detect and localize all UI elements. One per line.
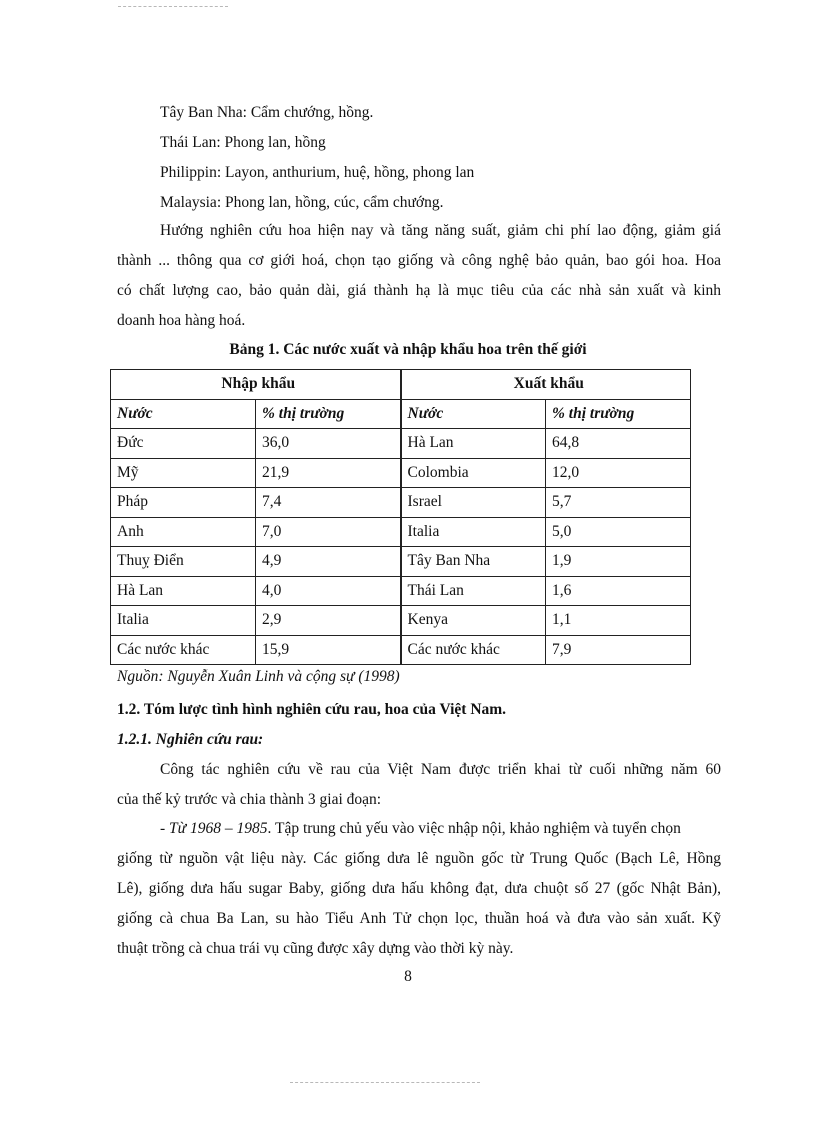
export-country-cell: Kenya (401, 606, 546, 636)
import-country-cell: Thuỵ Điển (111, 547, 256, 577)
export-country-cell: Hà Lan (401, 429, 546, 459)
paragraph-line: Công tác nghiên cứu về rau của Việt Nam được triển khai từ cuối những năm 60 (160, 761, 721, 778)
paragraph-line: Hướng nghiên cứu hoa hiện nay và tăng năng suất, giảm chi phí lao động, giảm giá (160, 222, 721, 239)
table-row (111, 606, 691, 636)
export-country-cell: Italia (401, 517, 546, 547)
import-country-cell: Mỹ (111, 458, 256, 488)
paragraph-line: Lê), giống dưa hấu sugar Baby, giống dưa hấu không đạt, dưa chuột số 27 (gốc Nhật Bản), (117, 880, 721, 897)
export-country-cell: Colombia (401, 458, 546, 488)
import-country-cell: Italia (111, 606, 256, 636)
export-share-header: % thị trường (546, 399, 691, 429)
export-share-cell: 1,6 (546, 576, 691, 606)
table-source: Nguồn: Nguyễn Xuân Linh và cộng sự (1998) (117, 668, 400, 685)
table-row (111, 458, 691, 488)
import-share-cell: 36,0 (256, 429, 401, 459)
table-caption: Bảng 1. Các nước xuất và nhập khẩu hoa trên thế giới (229, 341, 587, 358)
paragraph-line: doanh hoa hàng hoá. (117, 312, 246, 329)
import-share-header: % thị trường (256, 399, 401, 429)
export-country-cell: Israel (401, 488, 546, 518)
subsection-heading: 1.2.1. Nghiên cứu rau: (117, 731, 264, 748)
export-country-cell: Các nước khác (401, 635, 546, 665)
scan-artifact-bottom (290, 1082, 480, 1083)
period-label: - Từ 1968 – 1985 (160, 820, 268, 837)
table-row (111, 547, 691, 577)
import-country-cell: Anh (111, 517, 256, 547)
import-share-cell: 4,0 (256, 576, 401, 606)
export-country-cell: Tây Ban Nha (401, 547, 546, 577)
paragraph-line: thuật trồng cà chua trái vụ cũng được xây dựng vào thời kỳ này. (117, 940, 514, 957)
import-share-cell: 4,9 (256, 547, 401, 577)
import-country-cell: Đức (111, 429, 256, 459)
export-share-cell: 64,8 (546, 429, 691, 459)
import-header: Nhập khẩu (111, 370, 401, 400)
paragraph-line: giống từ nguồn vật liệu này. Các giống dưa lê nguồn gốc từ Trung Quốc (Bạch Lê, Hồng (117, 850, 721, 867)
import-country-header: Nước (111, 399, 256, 429)
export-share-cell: 5,7 (546, 488, 691, 518)
import-share-cell: 21,9 (256, 458, 401, 488)
intro-line: Malaysia: Phong lan, hồng, cúc, cẩm chướng. (160, 194, 444, 211)
intro-line: Philippin: Layon, anthurium, huệ, hồng, phong lan (160, 164, 475, 181)
export-country-header: Nước (401, 399, 546, 429)
export-share-cell: 1,1 (546, 606, 691, 636)
export-share-cell: 12,0 (546, 458, 691, 488)
export-share-cell: 5,0 (546, 517, 691, 547)
scan-artifact-top (118, 6, 228, 7)
paragraph-lead-line (160, 820, 681, 838)
paragraph-line: giống cà chua Ba Lan, su hào Tiểu Anh Tử chọn lọc, thuần hoá và đưa vào sản xuất. Kỹ (117, 910, 721, 927)
table-row (111, 635, 691, 665)
table-row (111, 517, 691, 547)
table-column-header-row (111, 399, 691, 429)
flower-trade-table (110, 369, 691, 665)
export-header: Xuất khẩu (401, 370, 691, 400)
import-share-cell: 2,9 (256, 606, 401, 636)
table-row (111, 429, 691, 459)
table-row (111, 576, 691, 606)
paragraph-line: có chất lượng cao, bảo quản dài, giá thành hạ là mục tiêu của các nhà sản xuất và kinh (117, 282, 721, 299)
import-country-cell: Pháp (111, 488, 256, 518)
intro-line: Thái Lan: Phong lan, hồng (160, 134, 326, 151)
section-heading: 1.2. Tóm lược tình hình nghiên cứu rau, hoa của Việt Nam. (117, 701, 507, 718)
paragraph-line: thành ... thông qua cơ giới hoá, chọn tạo giống và công nghệ bảo quản, bao gói hoa. Hoa (117, 252, 721, 269)
export-share-cell: 1,9 (546, 547, 691, 577)
table-row (111, 488, 691, 518)
table-group-header-row (111, 370, 691, 400)
import-share-cell: 7,4 (256, 488, 401, 518)
import-share-cell: 7,0 (256, 517, 401, 547)
intro-line: Tây Ban Nha: Cẩm chướng, hồng. (160, 104, 374, 121)
import-share-cell: 15,9 (256, 635, 401, 665)
import-country-cell: Hà Lan (111, 576, 256, 606)
paragraph-line: của thế kỷ trước và chia thành 3 giai đoạn: (117, 791, 382, 808)
export-share-cell: 7,9 (546, 635, 691, 665)
export-country-cell: Thái Lan (401, 576, 546, 606)
import-country-cell: Các nước khác (111, 635, 256, 665)
page-number: 8 (404, 968, 412, 985)
paragraph-lead-text: . Tập trung chủ yếu vào việc nhập nội, khảo nghiệm và tuyển chọn (267, 820, 681, 837)
